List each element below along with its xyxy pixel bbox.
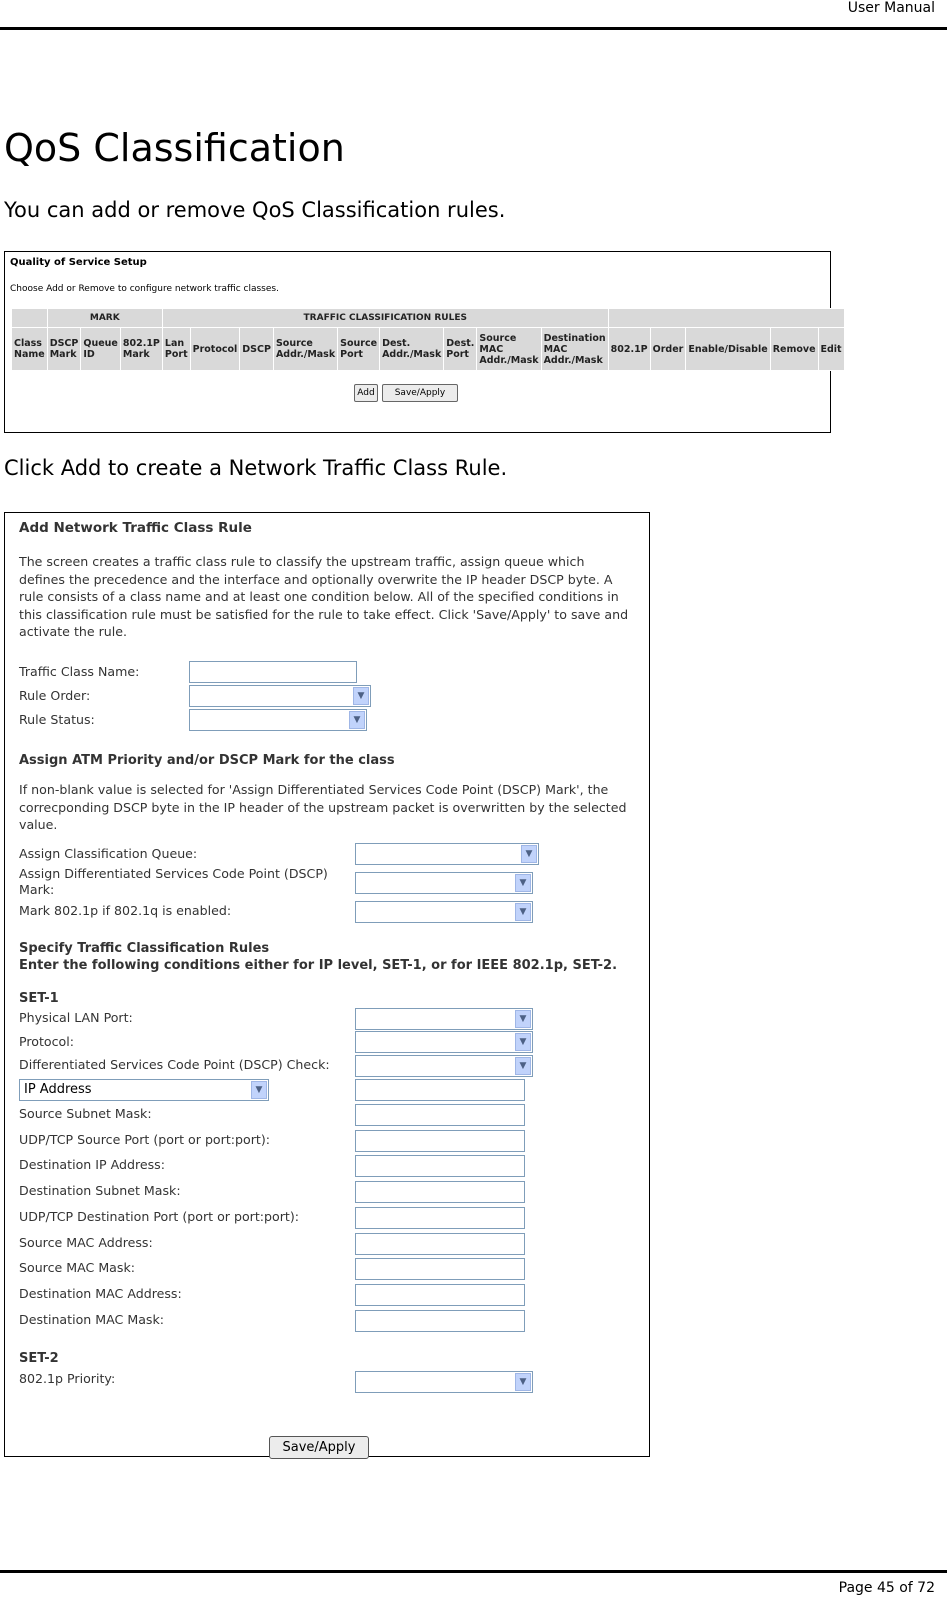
protocol-label: Protocol: bbox=[19, 1034, 74, 1049]
specify-title: Specify Traffic Classification Rules bbox=[19, 941, 270, 956]
dscp-check-label: Differentiated Services Code Point (DSCP) Check: bbox=[19, 1057, 330, 1072]
dscp-mark-select[interactable] bbox=[355, 872, 533, 894]
dst-mac-mask-input[interactable] bbox=[355, 1310, 525, 1332]
column-header: Dest. Addr./Mask bbox=[380, 328, 444, 371]
chevron-down-icon: ▼ bbox=[251, 1081, 267, 1099]
assign-title: Assign ATM Priority and/or DSCP Mark for the class bbox=[19, 753, 395, 768]
src-subnet-input[interactable] bbox=[355, 1104, 525, 1126]
specify-sub: Enter the following conditions either for IP level, SET-1, or for IEEE 802.1p, SET-2. bbox=[19, 958, 618, 973]
class-name-label: Traffic Class Name: bbox=[19, 664, 140, 679]
rule-status-label: Rule Status: bbox=[19, 712, 95, 727]
header-text: User Manual bbox=[847, 0, 935, 16]
page-number: Page 45 of 72 bbox=[838, 1580, 935, 1596]
page-title: QoS Classification bbox=[4, 126, 345, 170]
protocol-select[interactable] bbox=[355, 1031, 533, 1053]
ip-type-value: IP Address bbox=[24, 1082, 92, 1097]
column-header: Destination MAC Addr./Mask bbox=[541, 328, 608, 371]
set1-heading: SET-1 bbox=[19, 991, 59, 1006]
dst-subnet-input[interactable] bbox=[355, 1181, 525, 1203]
set2-heading: SET-2 bbox=[19, 1351, 59, 1366]
dst-mac-input[interactable] bbox=[355, 1284, 525, 1306]
queue-label: Assign Classification Queue: bbox=[19, 846, 198, 861]
priority-select[interactable] bbox=[355, 1371, 533, 1393]
dst-mac-label: Destination MAC Address: bbox=[19, 1286, 182, 1301]
dscp-check-select[interactable] bbox=[355, 1055, 533, 1077]
save-apply-button[interactable]: Save/Apply bbox=[269, 1436, 369, 1459]
add-button[interactable]: Add bbox=[354, 384, 378, 402]
column-header: Lan Port bbox=[162, 328, 190, 371]
add-rule-panel bbox=[4, 512, 650, 1457]
chevron-down-icon: ▼ bbox=[515, 1373, 531, 1391]
dst-port-input[interactable] bbox=[355, 1207, 525, 1229]
class-name-input[interactable] bbox=[189, 661, 357, 683]
chevron-down-icon: ▼ bbox=[515, 903, 531, 921]
mark8021p-label: Mark 802.1p if 802.1q is enabled: bbox=[19, 903, 232, 918]
column-header: DSCP bbox=[240, 328, 274, 371]
column-header: Remove bbox=[770, 328, 818, 371]
src-port-input[interactable] bbox=[355, 1130, 525, 1152]
column-header: Source Addr./Mask bbox=[273, 328, 337, 371]
queue-select[interactable] bbox=[355, 843, 539, 865]
src-subnet-label: Source Subnet Mask: bbox=[19, 1106, 152, 1121]
rule-desc: The screen creates a traffic class rule to classify the upstream traffic, assign queue which defines the precedence and the interface and optionally overwrite the IP header DSCP byte. A rule consists of a class name and at least one condition below. All of the specified conditions in this classification rule must be satisfied for the rule to take effect. Click 'Save/Apply' to save and activate the rule. bbox=[19, 554, 629, 639]
column-header: 802.1P bbox=[608, 328, 650, 371]
src-mac-mask-label: Source MAC Mask: bbox=[19, 1260, 135, 1275]
ip-type-select[interactable] bbox=[19, 1079, 269, 1101]
column-header: Source Port bbox=[338, 328, 380, 371]
dst-ip-input[interactable] bbox=[355, 1155, 525, 1177]
assign-note: If non-blank value is selected for 'Assign Differentiated Services Code Point (DSCP) Mark', the correcponding DSCP byte in the IP header of the upstream packet is overwritten by the selected value. bbox=[19, 782, 627, 832]
footer-rule bbox=[0, 1570, 947, 1573]
table-spacer bbox=[608, 309, 844, 328]
intro-text: You can add or remove QoS Classification rules. bbox=[4, 198, 506, 222]
chevron-down-icon: ▼ bbox=[515, 1057, 531, 1075]
chevron-down-icon: ▼ bbox=[515, 1010, 531, 1028]
column-header: Enable/Disable bbox=[686, 328, 770, 371]
src-port-label: UDP/TCP Source Port (port or port:port): bbox=[19, 1132, 270, 1147]
column-header: Edit bbox=[818, 328, 844, 371]
src-mac-input[interactable] bbox=[355, 1233, 525, 1255]
lan-port-select[interactable] bbox=[355, 1008, 533, 1030]
qos-setup-panel bbox=[4, 251, 842, 433]
lan-port-label: Physical LAN Port: bbox=[19, 1010, 133, 1025]
column-header: Dest. Port bbox=[444, 328, 477, 371]
qos-class-table bbox=[11, 308, 845, 371]
rule-order-select[interactable] bbox=[189, 685, 371, 707]
chevron-down-icon: ▼ bbox=[353, 687, 369, 705]
rule-title: Add Network Traffic Class Rule bbox=[19, 520, 252, 536]
src-ip-input[interactable] bbox=[355, 1079, 525, 1101]
column-header: Source MAC Addr./Mask bbox=[477, 328, 541, 371]
dst-subnet-label: Destination Subnet Mask: bbox=[19, 1183, 181, 1198]
priority-label: 802.1p Priority: bbox=[19, 1371, 116, 1386]
src-mac-mask-input[interactable] bbox=[355, 1258, 525, 1280]
dst-mac-mask-label: Destination MAC Mask: bbox=[19, 1312, 165, 1327]
table-spacer bbox=[12, 309, 48, 328]
dst-ip-label: Destination IP Address: bbox=[19, 1157, 165, 1172]
rule-status-select[interactable] bbox=[189, 709, 367, 731]
column-header: Class Name bbox=[12, 328, 48, 371]
chevron-down-icon: ▼ bbox=[521, 845, 537, 863]
column-header: DSCP Mark bbox=[47, 328, 81, 371]
dst-port-label: UDP/TCP Destination Port (port or port:port): bbox=[19, 1209, 299, 1224]
chevron-down-icon: ▼ bbox=[349, 711, 365, 729]
save-apply-button-top[interactable]: Save/Apply bbox=[382, 384, 458, 402]
qos-setup-title: Quality of Service Setup bbox=[10, 257, 147, 268]
column-header: Queue ID bbox=[81, 328, 121, 371]
src-mac-label: Source MAC Address: bbox=[19, 1235, 153, 1250]
qos-setup-desc: Choose Add or Remove to configure network traffic classes. bbox=[10, 284, 279, 294]
group-rules: TRAFFIC CLASSIFICATION RULES bbox=[162, 309, 608, 328]
column-header: Order bbox=[650, 328, 686, 371]
group-mark: MARK bbox=[47, 309, 162, 328]
rule-order-label: Rule Order: bbox=[19, 688, 91, 703]
chevron-down-icon: ▼ bbox=[515, 1033, 531, 1051]
header-rule bbox=[0, 27, 947, 30]
chevron-down-icon: ▼ bbox=[515, 874, 531, 892]
dscp-mark-label: Assign Differentiated Services Code Point (DSCP) Mark: bbox=[19, 866, 328, 897]
column-header: Protocol bbox=[190, 328, 240, 371]
column-header: 802.1P Mark bbox=[120, 328, 162, 371]
click-add-text: Click Add to create a Network Traffic Class Rule. bbox=[4, 456, 508, 480]
mark8021p-select[interactable] bbox=[355, 901, 533, 923]
